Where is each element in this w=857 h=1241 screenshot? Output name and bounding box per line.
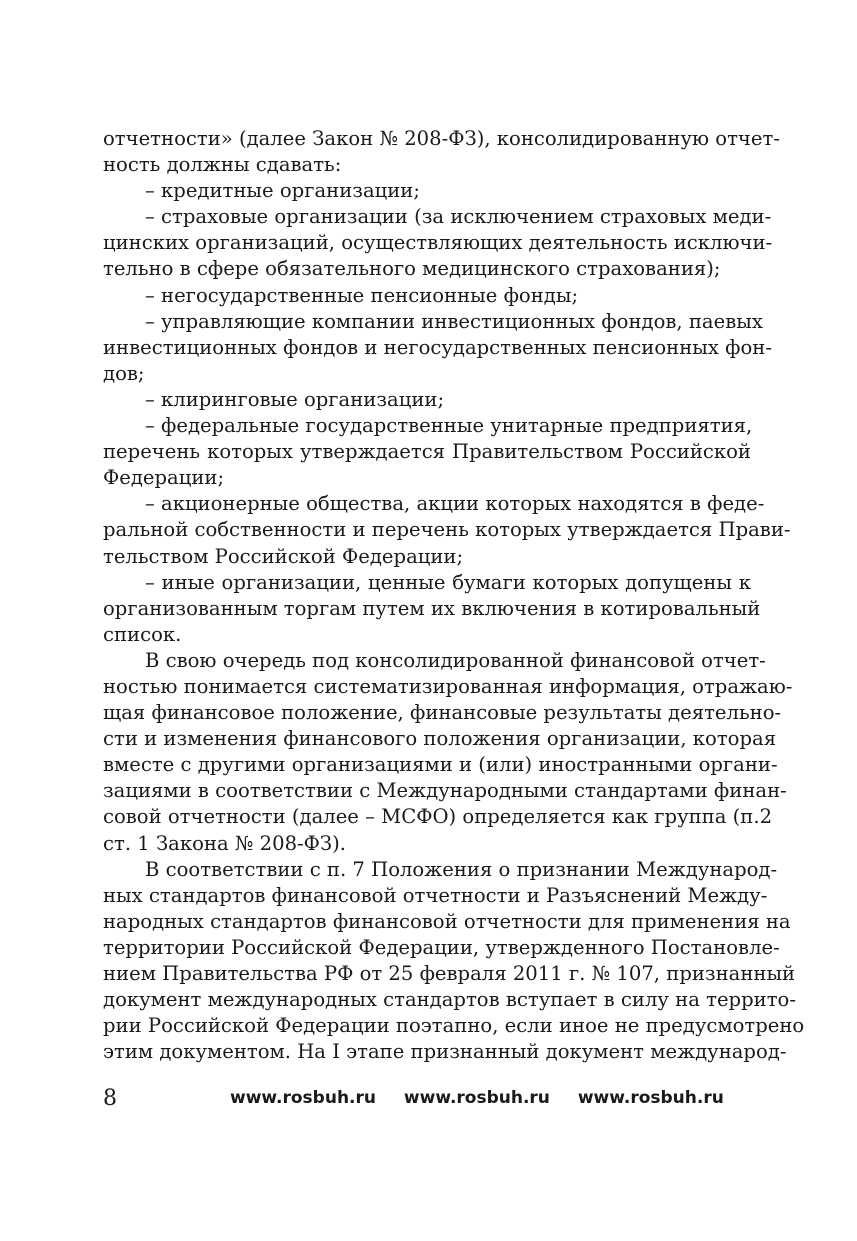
text-line: – управляющие компании инвестиционных фондов, паевых	[145, 309, 763, 333]
text-line: нием Правительства РФ от 25 февраля 2011 г. № 107, признанный	[103, 962, 796, 985]
text-line: ность должны сдавать:	[103, 153, 342, 177]
footer-links	[230, 1088, 746, 1108]
text-line: сти и изменения финансового положения организации, которая	[103, 727, 777, 751]
text-line: ностью понимается систематизированная информация, отражаю-	[103, 674, 793, 698]
text-line: этим документом. На I этапе признанный документ международ-	[103, 1040, 787, 1064]
footer-link[interactable]: www.rosbuh.ru	[577, 1088, 724, 1108]
footer-link[interactable]: www.rosbuh.ru	[230, 1088, 376, 1108]
text-line: рии Российской Федерации поэтапно, если иное не предусмотрено	[103, 1014, 805, 1038]
text-line: щая финансовое положение, финансовые результаты деятельно-	[103, 701, 782, 725]
text-line: цинских организаций, осуществляющих деятельность исключи-	[103, 231, 773, 255]
text-line: документ международных стандартов вступает в силу на террито-	[103, 988, 796, 1012]
text-line: – акционерные общества, акции которых находятся в феде-	[145, 492, 765, 516]
text-line: В соответствии с п. 7 Положения о признании Международ-	[145, 857, 778, 881]
text-line: народных стандартов финансовой отчетности для применения на	[103, 909, 791, 933]
text-line: дов;	[103, 361, 145, 385]
text-line: В свою очередь под консолидированной финансовой отчет-	[145, 648, 766, 672]
page-footer	[103, 1086, 751, 1116]
text-line: Федерации;	[103, 466, 225, 490]
text-line: список.	[103, 622, 182, 646]
text-line: – негосударственные пенсионные фонды;	[145, 283, 579, 307]
text-line: перечень которых утверждается Правительством Российской	[103, 440, 751, 464]
text-line: ных стандартов финансовой отчетности и Разъяснений Между-	[103, 883, 768, 907]
page-body	[103, 126, 805, 1065]
text-line: тельством Российской Федерации;	[103, 544, 464, 568]
text-line: совой отчетности (далее – МСФО) определяется как группа (п.2	[103, 805, 773, 829]
text-line: инвестиционных фондов и негосударственных пенсионных фон-	[103, 335, 772, 359]
page-number: 8	[103, 1086, 117, 1111]
text-line: зациями в соответствии с Международными стандартами финан-	[103, 779, 787, 803]
text-line: – иные организации, ценные бумаги которых допущены к	[145, 570, 751, 594]
text-line: тельно в сфере обязательного медицинского страхования);	[103, 257, 721, 281]
text-line: – клиринговые организации;	[145, 387, 445, 411]
text-line: ст. 1 Закона № 208-ФЗ).	[103, 831, 346, 855]
footer-link[interactable]: www.rosbuh.ru	[403, 1088, 550, 1108]
text-line: – кредитные организации;	[145, 179, 420, 203]
text-line: ральной собственности и перечень которых утверждается Прави-	[103, 518, 791, 542]
text-line: отчетности» (далее Закон № 208-ФЗ), консолидированную отчет-	[103, 127, 780, 150]
text-line: – федеральные государственные унитарные предприятия,	[145, 414, 753, 438]
text-line: организованным торгам путем их включения в котировальный	[103, 596, 761, 620]
text-line: – страховые организации (за исключением страховых меди-	[145, 205, 772, 229]
text-line: вместе с другими организациями и (или) иностранными органи-	[103, 753, 778, 777]
text-line: территории Российской Федерации, утвержденного Постановле-	[103, 935, 780, 959]
